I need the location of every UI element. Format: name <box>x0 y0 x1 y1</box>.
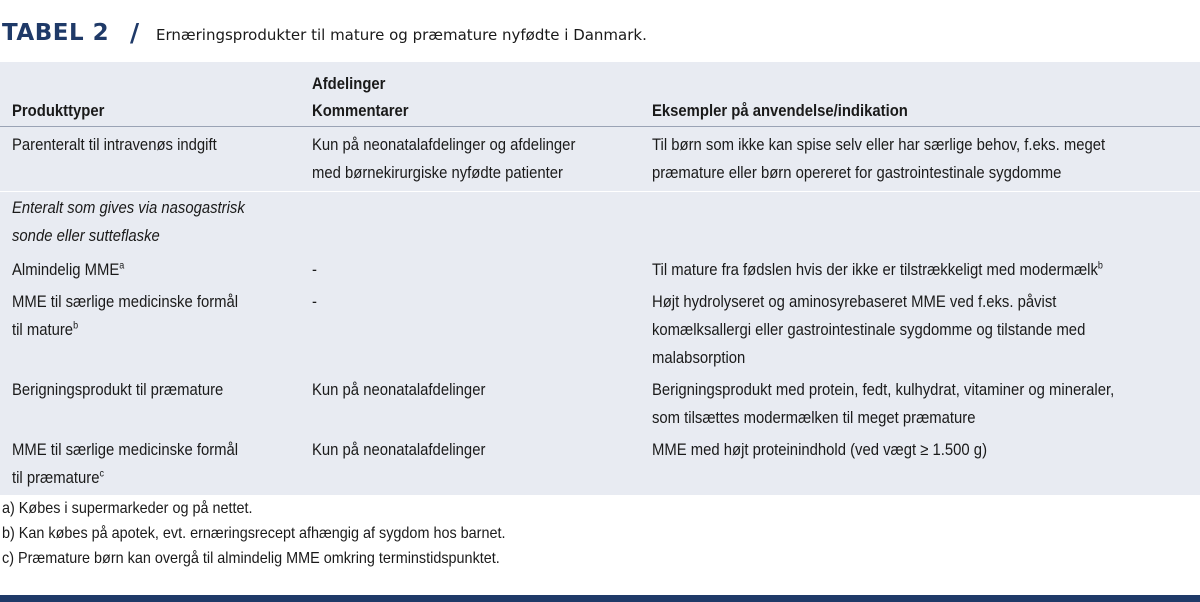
cell-produkttype: Parenteralt til intravenøs indgift <box>12 136 217 154</box>
cell-produkttype: til præmature$^c$ <box>12 468 104 487</box>
cell-eksempel: MME med højt proteinindhold (ved vægt ≥ 1.500 g) <box>652 441 988 459</box>
header-eksempler: Eksempler på anvendelse/indikation <box>652 102 908 120</box>
cell-produkttype: Berigningsprodukt til præmature <box>12 381 224 399</box>
cell-afdeling: Kun på neonatalafdelinger og afdelinger <box>312 136 576 154</box>
cell-section-title: sonde eller sutteflaske <box>12 227 160 245</box>
cell-section-title: Enteralt som gives via nasogastrisk <box>12 199 245 217</box>
table-row <box>0 376 1200 436</box>
cell-eksempel: komælksallergi eller gastrointestinale sygdomme og tilstande med <box>652 321 1086 339</box>
table-row <box>0 286 1200 374</box>
table-title <box>0 0 1200 52</box>
header-produkttyper: Produkttyper <box>12 102 105 120</box>
header-kommentarer: Kommentarer <box>312 102 409 120</box>
table-number: TABEL 2 <box>2 20 110 46</box>
table-row <box>0 127 1200 192</box>
table-row <box>0 436 1200 495</box>
cell-produkttype: MME til særlige medicinske formål <box>12 441 239 459</box>
cell-afdeling: Kun på neonatalafdelinger <box>312 441 486 459</box>
cell-eksempel: Til børn som ikke kan spise selv eller har særlige behov, f.eks. meget <box>652 136 1106 154</box>
cell-eksempel: som tilsættes modermælken til meget præmature <box>652 409 976 427</box>
cell-eksempel: Til mature fra fødslen hvis der ikke er tilstrækkeligt med modermælk$^b$ <box>652 260 1103 279</box>
table-caption: Ernæringsprodukter til mature og præmature nyfødte i Danmark. <box>156 26 647 44</box>
title-slash: / <box>130 18 140 47</box>
footnote-c: c) Præmature børn kan overgå til almindelig MME omkring terminstidspunktet. <box>2 550 500 567</box>
table-section-row <box>0 192 1200 256</box>
cell-eksempel: præmature eller børn opereret for gastrointestinale sygdomme <box>652 164 1062 182</box>
bottom-rule <box>0 595 1200 602</box>
cell-produkttype: Almindelig MME$^a$ <box>12 260 125 279</box>
footnote-a: a) Købes i supermarkeder og på nettet. <box>2 500 253 517</box>
cell-eksempel: Berigningsprodukt med protein, fedt, kulhydrat, vitaminer og mineraler, <box>652 381 1115 399</box>
cell-afdeling: Kun på neonatalafdelinger <box>312 381 486 399</box>
cell-eksempel: Højt hydrolyseret og aminosyrebaseret MME ved f.eks. påvist <box>652 293 1057 311</box>
cell-produkttype: MME til særlige medicinske formål <box>12 293 239 311</box>
cell-produkttype: til mature$^b$ <box>12 320 79 339</box>
cell-afdeling: - <box>312 261 317 279</box>
cell-eksempel: malabsorption <box>652 349 746 367</box>
cell-afdeling: med børnekirurgiske nyfødte patienter <box>312 164 563 182</box>
footnote-b: b) Kan købes på apotek, evt. ernæringsrecept afhængig af sygdom hos barnet. <box>2 525 506 542</box>
header-afdelinger: Afdelinger <box>312 75 386 93</box>
nutrition-table <box>0 62 1200 495</box>
footnotes <box>2 496 561 571</box>
table-header-row <box>0 62 1200 127</box>
cell-afdeling: - <box>312 293 317 311</box>
